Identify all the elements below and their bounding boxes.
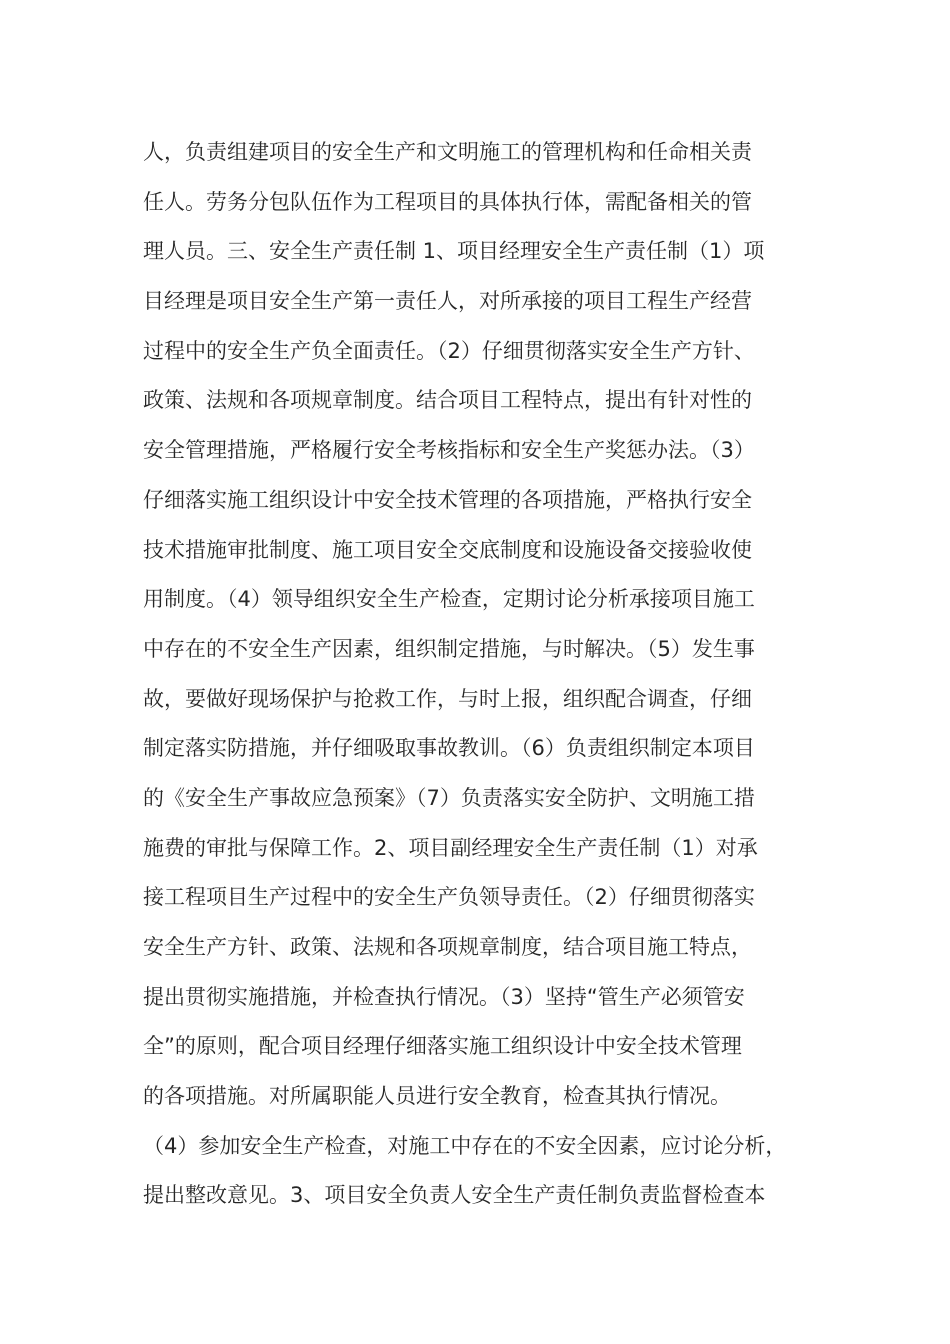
text-line: 中存在的不安全生产因素，组织制定措施，与时解决。（5）发生事	[143, 636, 755, 661]
text-line: 任人。劳务分包队伍作为工程项目的具体执行体，需配备相关的管	[143, 189, 752, 214]
text-line: 提出整改意见。3、项目安全负责人安全生产责任制负责监督检查本	[143, 1183, 766, 1208]
text-line: 施费的审批与保障工作。2、项目副经理安全生产责任制（1）对承	[143, 835, 758, 860]
text-line: 的各项措施。对所属职能人员进行安全教育，检查其执行情况。	[143, 1084, 731, 1109]
text-line: （4）参加安全生产检查，对施工中存在的不安全因素，应讨论分析，	[143, 1133, 787, 1158]
text-line: 技术措施审批制度、施工项目安全交底制度和设施设备交接验收使	[143, 537, 752, 562]
body-text	[143, 128, 823, 1221]
text-line: 故，要做好现场保护与抢救工作，与时上报，组织配合调查，仔细	[143, 686, 752, 711]
text-line: 过程中的安全生产负全面责任。（2）仔细贯彻落实安全生产方针、	[143, 338, 755, 363]
text-line: 安全管理措施，严格履行安全考核指标和安全生产奖惩办法。（3）	[143, 438, 755, 463]
text-line: 的《安全生产事故应急预案》（7）负责落实安全防护、文明施工措	[143, 785, 755, 810]
text-line: 用制度。（4）领导组织安全生产检查，定期讨论分析承接项目施工	[143, 587, 755, 612]
text-line: 政策、法规和各项规章制度。结合项目工程特点，提出有针对性的	[143, 388, 752, 413]
text-line: 理人员。三、安全生产责任制 1、项目经理安全生产责任制（1）项	[143, 239, 765, 264]
text-line: 安全生产方针、政策、法规和各项规章制度，结合项目施工特点，	[143, 935, 752, 959]
text-line: 目经理是项目安全生产第一责任人，对所承接的项目工程生产经营	[143, 289, 752, 314]
text-line: 制定落实防措施，并仔细吸取事故教训。（6）负责组织制定本项目	[143, 736, 755, 761]
text-line: 提出贯彻实施措施，并检查执行情况。（3）坚持“管生产必须管安	[143, 984, 745, 1009]
text-line: 仔细落实施工组织设计中安全技术管理的各项措施，严格执行安全	[143, 487, 752, 512]
text-line: 接工程项目生产过程中的安全生产负领导责任。（2）仔细贯彻落实	[143, 885, 755, 910]
text-line: 人，负责组建项目的安全生产和文明施工的管理机构和任命相关责	[143, 140, 752, 164]
text-line: 全”的原则，配合项目经理仔细落实施工组织设计中安全技术管理	[143, 1034, 742, 1059]
